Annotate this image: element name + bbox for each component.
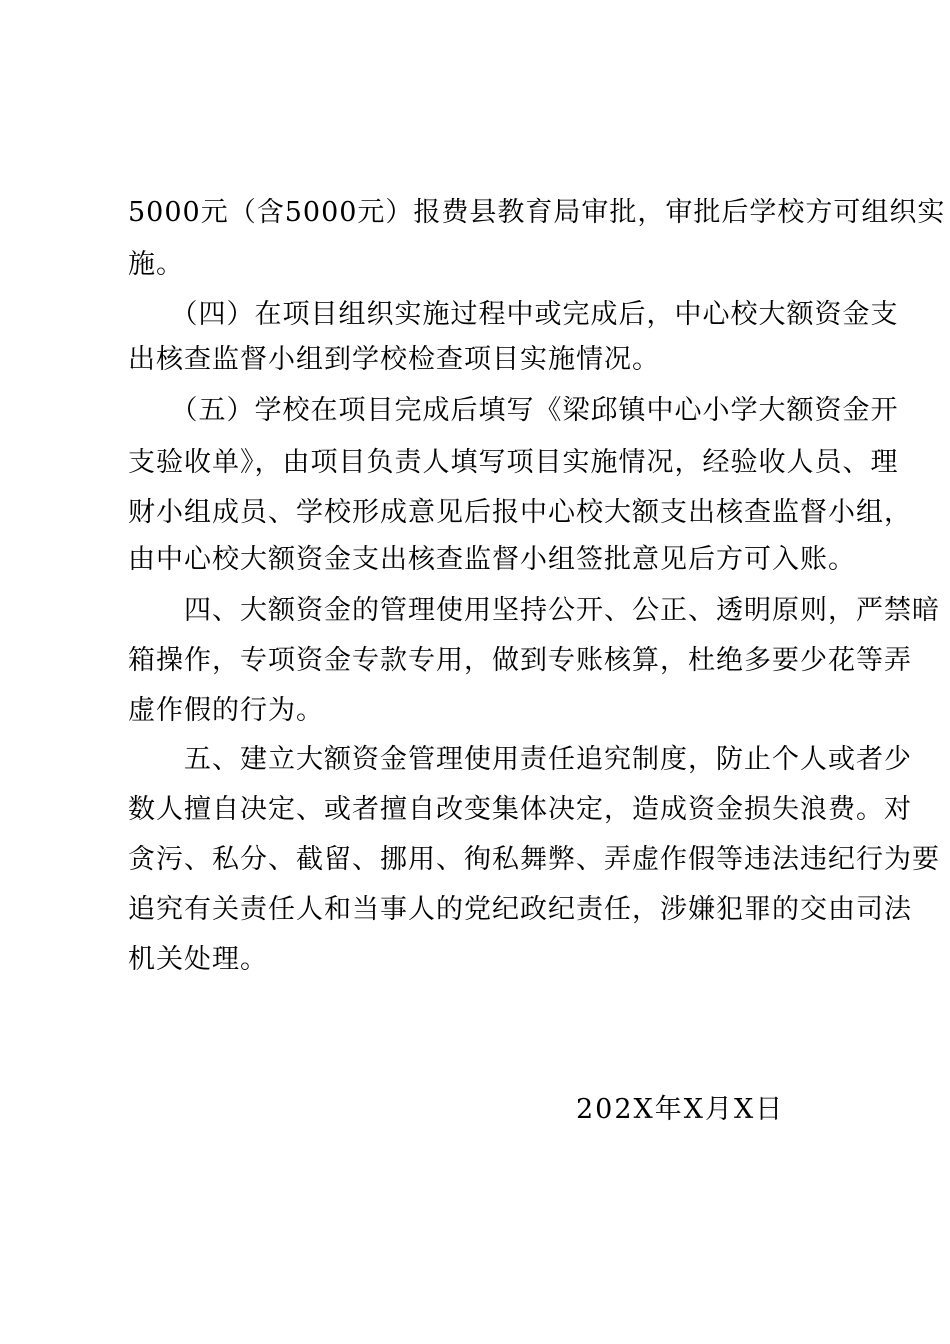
paragraph-line: 支验收单》，由项目负责人填写项目实施情况，经验收人员、理: [128, 447, 899, 478]
document-date: 202X年X月X日: [576, 1094, 785, 1125]
paragraph-line: 施。: [128, 249, 184, 280]
paragraph-line: 5000元（含5000元）报费县教育局审批，审批后学校方可组织实: [128, 197, 946, 228]
paragraph-line: 追究有关责任人和当事人的党纪政纪责任，涉嫌犯罪的交由司法: [128, 894, 912, 925]
paragraph-line: （四）在项目组织实施过程中或完成后，中心校大额资金支: [128, 299, 899, 330]
paragraph-line: 数人擅自决定、或者擅自改变集体决定，造成资金损失浪费。对: [128, 794, 912, 825]
paragraph-line: 虚作假的行为。: [128, 695, 324, 726]
paragraph-line: 五、建立大额资金管理使用责任追究制度，防止个人或者少: [128, 744, 912, 775]
paragraph-line: 由中心校大额资金支出核查监督小组签批意见后方可入账。: [128, 544, 856, 575]
paragraph-line: （五）学校在项目完成后填写《梁邱镇中心小学大额资金开: [128, 395, 899, 426]
paragraph-line: 出核查监督小组到学校检查项目实施情况。: [128, 344, 660, 375]
paragraph-line: 财小组成员、学校形成意见后报中心校大额支出核查监督小组，: [128, 497, 912, 528]
paragraph-line: 四、大额资金的管理使用坚持公开、公正、透明原则，严禁暗: [128, 595, 940, 626]
paragraph-line: 机关处理。: [128, 944, 268, 975]
paragraph-line: 箱操作，专项资金专款专用，做到专账核算，杜绝多要少花等弄: [128, 645, 912, 676]
paragraph-line: 贪污、私分、截留、挪用、徇私舞弊、弄虚作假等违法违纪行为要: [128, 844, 940, 875]
